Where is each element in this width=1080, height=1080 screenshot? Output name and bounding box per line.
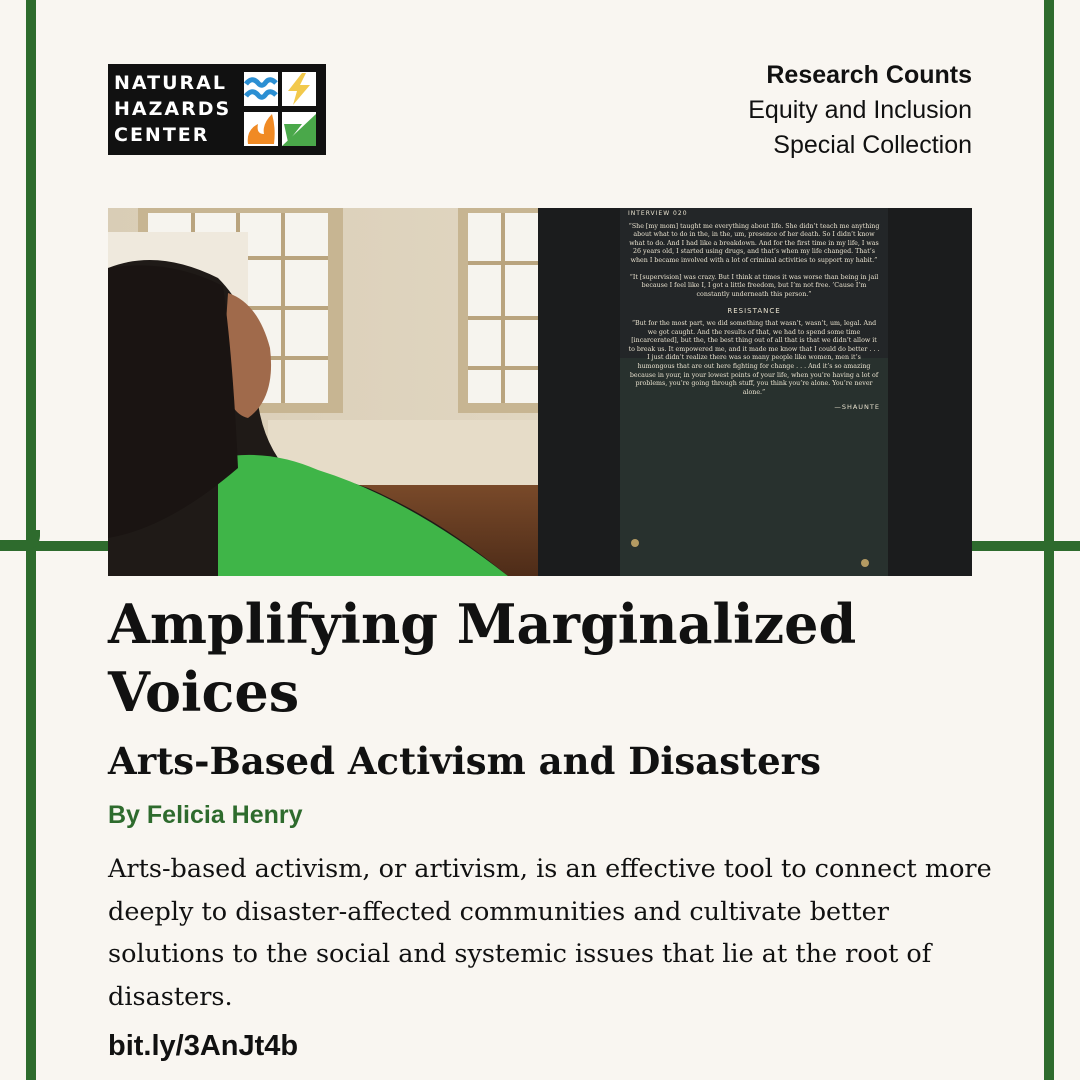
- lightning-icon: [282, 72, 316, 106]
- logo-line-1: NATURAL: [114, 72, 227, 94]
- logo-line-2: HAZARDS: [114, 98, 232, 120]
- natural-hazards-center-logo: [108, 64, 326, 155]
- article-link[interactable]: bit.ly/3AnJt4b: [108, 1030, 299, 1062]
- header-equity-inclusion: Equity and Inclusion: [748, 96, 972, 124]
- slope-icon: [282, 112, 316, 146]
- panel-quote-1: “She [my mom] taught me everything about life. She didn’t teach me anything about what to do in the, in the, um, presence of her death. So I didn’t know what to do. And I had like a breakdown. And for the first time in my life, I was 26 years old, I started using drugs, and that’s when my life changed. That’s when I became involved with a lot of criminal activities to support my habit.”: [628, 222, 880, 264]
- panel-section-heading: RESISTANCE: [727, 307, 781, 316]
- article-subtitle: Arts-Based Activism and Disasters: [108, 739, 822, 783]
- header-research-counts: Research Counts: [766, 61, 972, 89]
- flame-icon: [244, 112, 278, 146]
- logo-line-3: CENTER: [114, 124, 210, 146]
- panel-quote-3: “But for the most part, we did something that wasn’t, wasn’t, um, legal. And we got caught. And the results of that, we had to spend some time [incarcerated], but the, the best thing out of all that is that we didn’t allow it to break us. It empowered me, and it made me know that I could do better . . . I just didn’t realize there was so many people like women, men it’s humongous that are out here fighting for change . . . And it’s so amazing because in your, in your lowest points of your life, when you’re having a lot of problems, you’re going through stuff, you think you’re alone. You’re never alone.”: [628, 319, 880, 396]
- exhibit-text-panel: [628, 210, 880, 540]
- header-special-collection: Special Collection: [773, 131, 972, 159]
- panel-heading: INTERVIEW 020: [628, 210, 688, 217]
- frame-line-right: [1044, 0, 1054, 1080]
- exhibit-photo: [108, 208, 972, 576]
- panel-signature: —SHAUNTE: [834, 403, 880, 412]
- frame-corner-left: [0, 530, 40, 550]
- article-description: Arts-based activism, or artivism, is an effective tool to connect more deeply to disaster-affected communities and cultivate better solutions to the social and systemic issues that lie at the root of disasters.: [108, 854, 992, 1012]
- article-title: Amplifying Marginalized Voices: [108, 592, 857, 724]
- article-byline: By Felicia Henry: [108, 801, 303, 829]
- collection-header: [748, 58, 972, 163]
- panel-quote-2: “It [supervision] was crazy. But I think at times it was worse than being in jail because I feel like I, I got a little freedom, but I’m not free. ’Cause I’m constantly underneath this person.”: [629, 273, 879, 298]
- wave-icon: [244, 72, 278, 106]
